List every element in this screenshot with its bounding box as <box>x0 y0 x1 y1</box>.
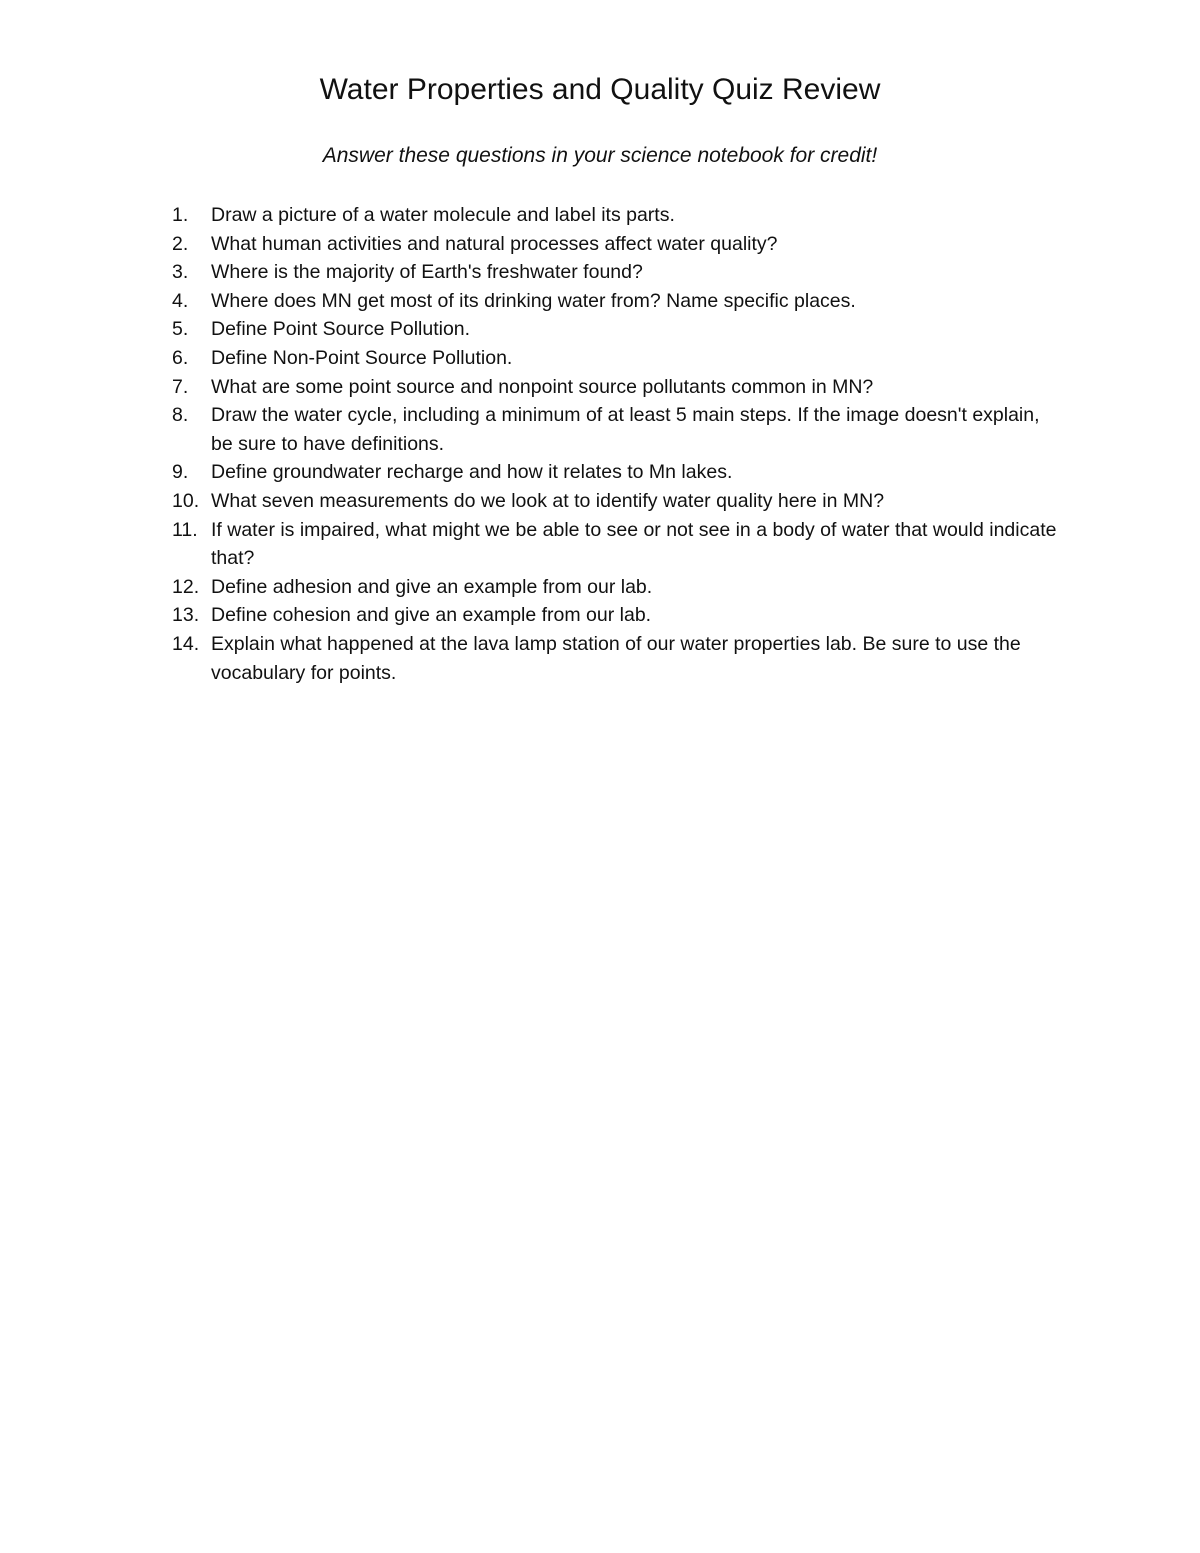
question-item <box>172 344 1062 373</box>
question-text: Define adhesion and give an example from our lab. <box>211 575 653 598</box>
question-item <box>172 573 1062 602</box>
question-item <box>172 401 1062 458</box>
question-text: What human activities and natural processes affect water quality? <box>211 232 778 255</box>
question-item <box>172 230 1062 259</box>
question-number: 4. <box>172 289 189 312</box>
instructions-text: Answer these questions in your science notebook for credit! <box>322 144 878 167</box>
question-number: 5. <box>172 318 189 341</box>
question-text: Define Non-Point Source Pollution. <box>211 346 513 369</box>
question-number: 12. <box>172 575 200 598</box>
question-text: What seven measurements do we look at to identify water quality here in MN? <box>211 489 885 512</box>
question-number: 6. <box>172 346 189 369</box>
question-number: 10. <box>172 489 200 512</box>
question-number: 14. <box>172 632 200 655</box>
question-number: 1. <box>172 204 189 226</box>
question-number: 7. <box>172 375 189 398</box>
question-text: What are some point source and nonpoint source pollutants common in MN? <box>211 375 874 398</box>
question-item <box>172 487 1062 516</box>
question-number: 3. <box>172 261 189 284</box>
question-number: 11. <box>172 518 198 541</box>
question-text: If water is impaired, what might we be able to see or not see in a body of water that would indicate that? <box>211 518 1057 570</box>
question-item <box>172 287 1062 316</box>
question-item <box>172 373 1062 402</box>
question-text: Define cohesion and give an example from our lab. <box>211 604 652 627</box>
question-item <box>172 630 1062 687</box>
question-text: Define groundwater recharge and how it relates to Mn lakes. <box>211 461 733 484</box>
question-item <box>172 258 1062 287</box>
question-number: 9. <box>172 461 189 484</box>
question-text: Where is the majority of Earth's freshwater found? <box>211 261 643 284</box>
question-text: Draw a picture of a water molecule and label its parts. <box>211 204 675 226</box>
question-item <box>172 315 1062 344</box>
question-text: Where does MN get most of its drinking water from? Name specific places. <box>211 289 856 312</box>
question-number: 2. <box>172 232 189 255</box>
question-list <box>172 201 1062 687</box>
question-number: 8. <box>172 404 189 427</box>
question-text: Define Point Source Pollution. <box>211 318 471 341</box>
question-text: Explain what happened at the lava lamp station of our water properties lab. Be sure to use the vocabulary for points. <box>211 632 1021 684</box>
question-item <box>172 458 1062 487</box>
question-item <box>172 516 1062 573</box>
question-item <box>172 201 1062 230</box>
question-item <box>172 601 1062 630</box>
question-number: 13. <box>172 604 200 627</box>
question-text: Draw the water cycle, including a minimum of at least 5 main steps. If the image doesn't explain, be sure to have definitions. <box>211 404 1040 455</box>
document-title: Water Properties and Quality Quiz Review <box>319 73 881 106</box>
